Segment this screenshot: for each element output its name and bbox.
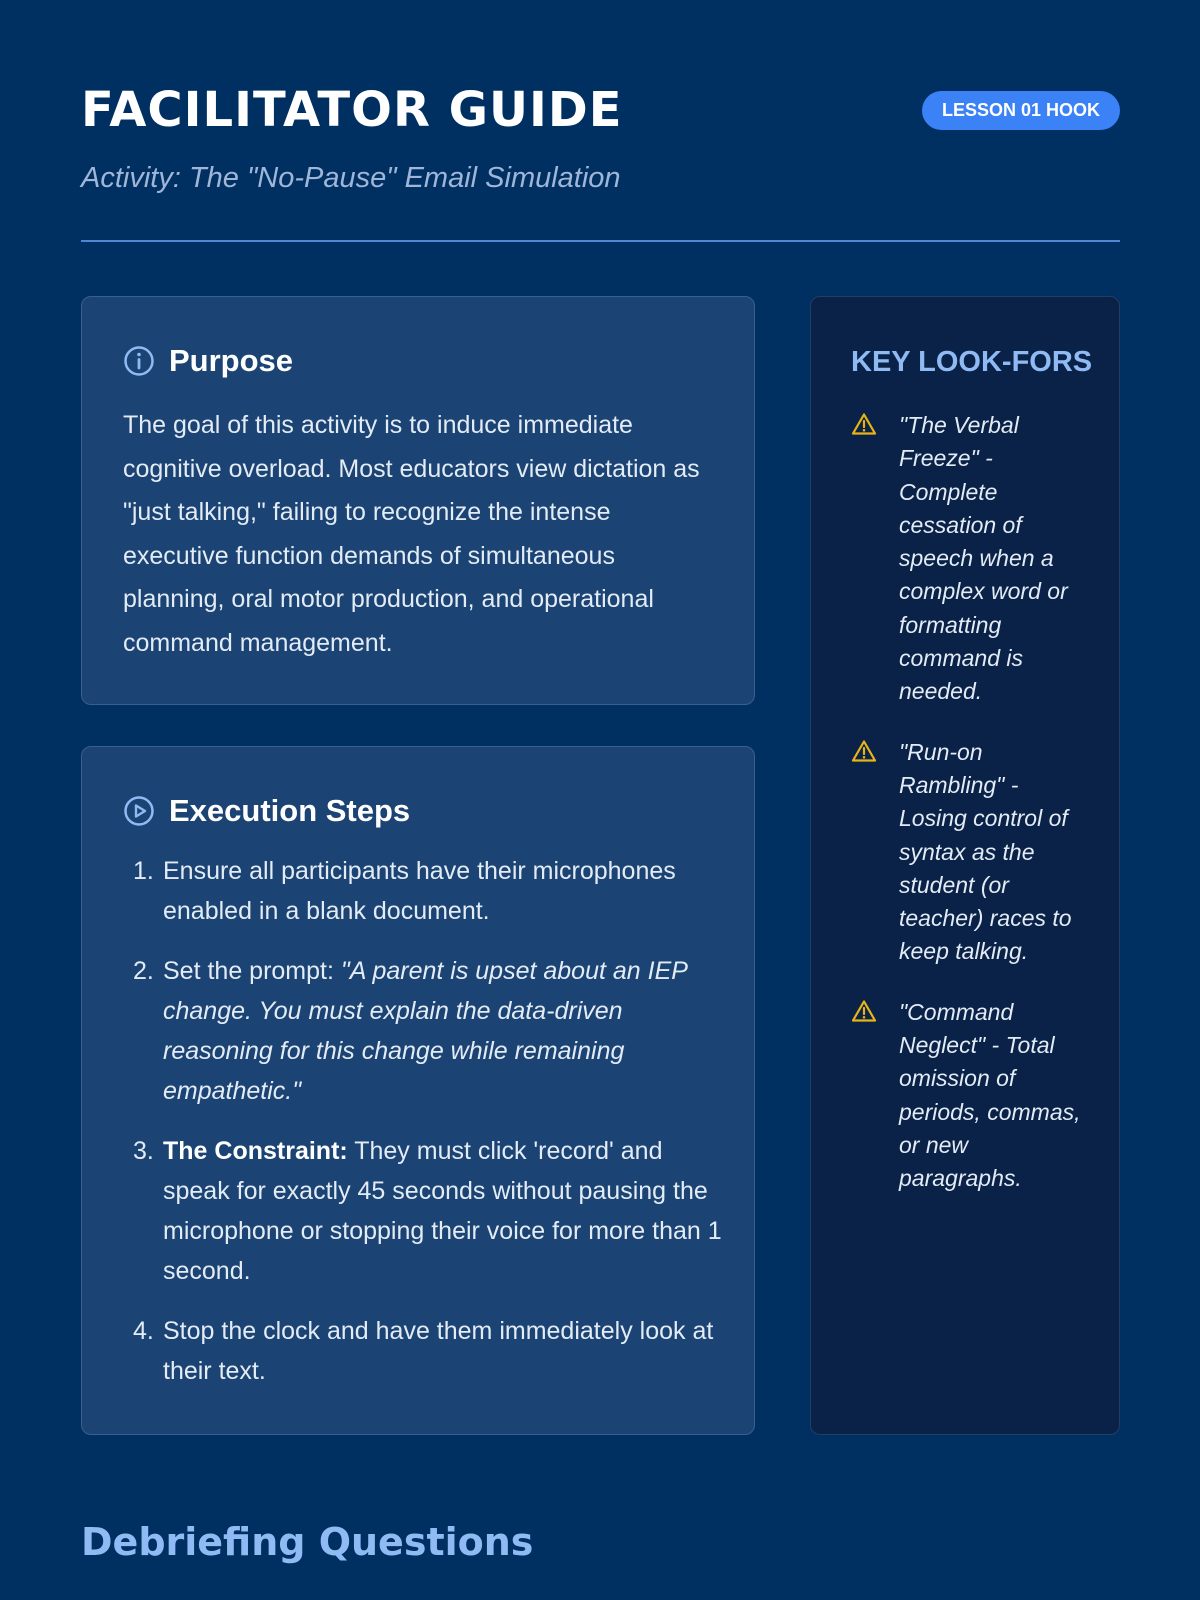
step-item [123, 951, 723, 1111]
info-icon [123, 345, 155, 377]
look-fors-list [851, 409, 1091, 1223]
steps-header [123, 791, 410, 831]
step-text: They must click 'record' and speak for exactly 45 seconds without pausing the microphone or stopping their voice for more than 1 second. [163, 1137, 722, 1285]
step-prompt-quote: "A parent is upset about an IEP change. You must explain the data-driven reasoning for this change while remaining empathetic." [163, 957, 688, 1105]
lesson-badge: LESSON 01 HOOK [922, 91, 1120, 130]
warning-icon [851, 999, 877, 1023]
page-title: FACILITATOR GUIDE [81, 82, 623, 138]
debriefing-heading: Debriefing Questions [81, 1520, 534, 1564]
step-text: Stop the clock and have them immediately look at their text. [163, 1317, 714, 1385]
look-for-item [851, 409, 1091, 709]
look-for-text: "Run-on Rambling" - Losing control of syntax as the student (or teacher) races to keep talking. [899, 738, 1072, 965]
step-constraint-label: The Constraint: [163, 1137, 348, 1165]
warning-icon [851, 739, 877, 763]
look-for-text: "The Verbal Freeze" - Complete cessation of speech when a complex word or formatting command is needed. [899, 412, 1068, 705]
steps-list [123, 851, 723, 1411]
purpose-card [81, 296, 755, 705]
activity-subtitle: Activity: The "No-Pause" Email Simulation [81, 162, 621, 194]
step-item [123, 851, 723, 931]
look-fors-heading: KEY LOOK-FORS [851, 346, 1093, 378]
step-number: 1. [133, 857, 154, 885]
steps-heading: Execution Steps [169, 793, 411, 828]
step-text: Ensure all participants have their microphones enabled in a blank document. [163, 857, 676, 925]
step-item [123, 1131, 723, 1291]
key-look-fors-panel [810, 296, 1120, 1435]
look-for-item [851, 736, 1091, 969]
step-number: 4. [133, 1317, 154, 1345]
step-number: 2. [133, 957, 154, 985]
step-item [123, 1311, 723, 1391]
purpose-header [123, 341, 293, 381]
header-divider [81, 240, 1120, 242]
header [81, 80, 1120, 240]
facilitator-guide-page [81, 0, 1120, 1600]
step-lead: Set the prompt: [163, 957, 341, 985]
play-circle-icon [123, 795, 155, 827]
execution-steps-card [81, 746, 755, 1435]
look-for-text: "Command Neglect" - Total omission of periods, commas, or new paragraphs. [899, 998, 1081, 1192]
warning-icon [851, 412, 877, 436]
step-number: 3. [133, 1137, 154, 1165]
purpose-text: The goal of this activity is to induce immediate cognitive overload. Most educators view dictation as "just talking," failing to recognize the intense executive function demands of simultaneous planning, oral motor production, and operational command management. [123, 411, 700, 657]
purpose-heading: Purpose [169, 343, 294, 378]
look-for-item [851, 996, 1091, 1196]
